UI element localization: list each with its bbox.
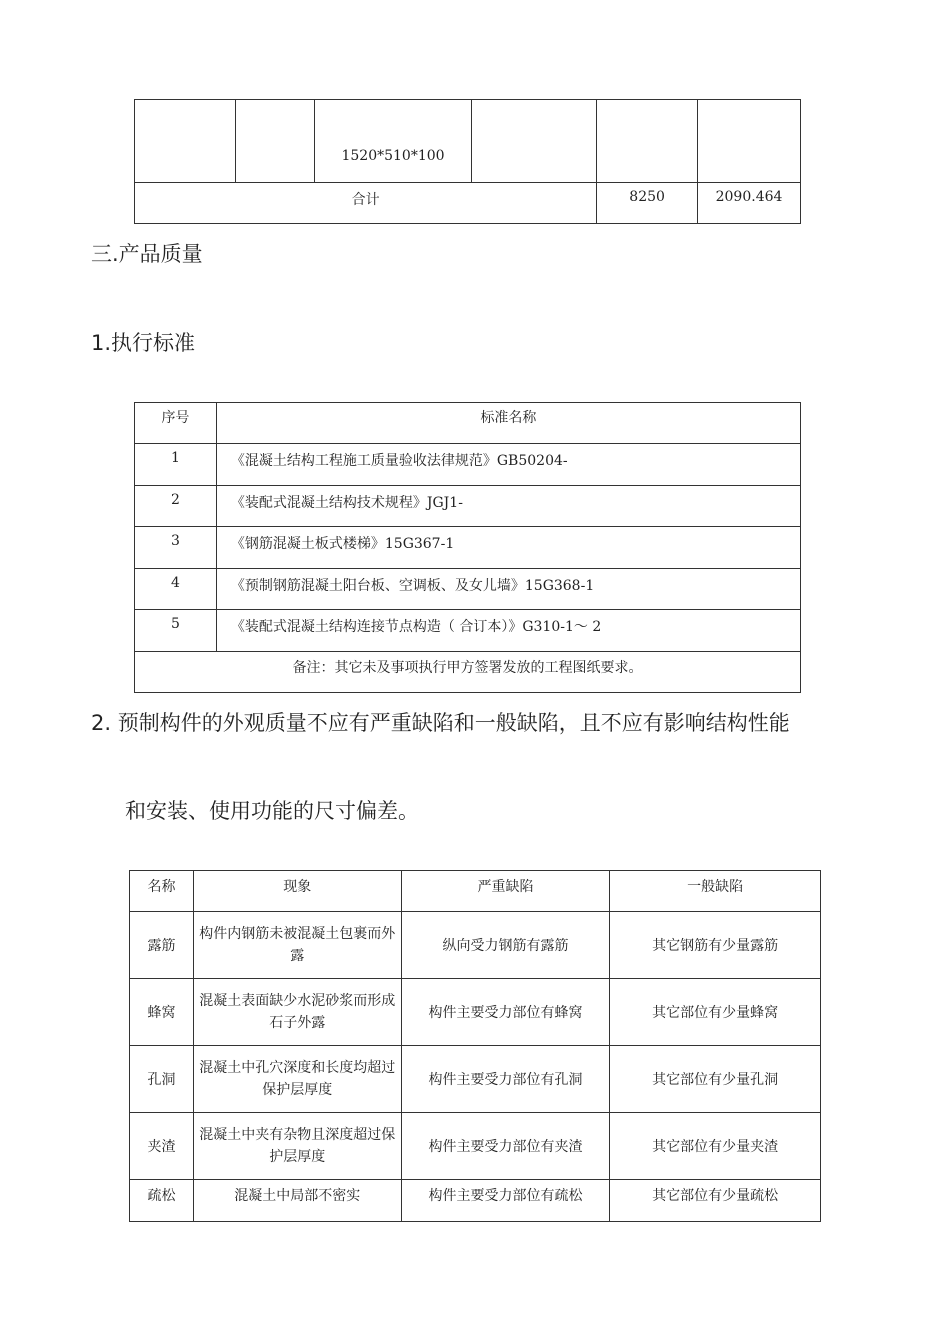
table-row [135,486,801,527]
defect-phenomenon: 混凝土表面缺少水泥砂浆而形成石子外露 [193,979,401,1046]
table-header-row [130,871,821,912]
defect-name: 露筋 [130,912,194,979]
row-name: 《预制钢筋混凝土阳台板、空调板、及女儿墙》15G368-1 [216,569,800,610]
table-row [135,100,801,183]
table-row [130,1113,821,1180]
table-row [135,569,801,610]
total-label: 合计 [135,183,597,224]
table-row [135,610,801,652]
total-qty: 8250 [597,183,698,224]
defect-phenomenon: 构件内钢筋未被混凝土包裹而外露 [193,912,401,979]
row-name: 《装配式混凝土结构连接节点构造（ 合订本）》G310-1～ 2 [216,610,800,652]
subsection-title: 1.执行标准 [91,331,196,355]
size-text: 1520*510*100 [341,148,445,164]
table-header-row [135,403,801,444]
empty-cell [135,100,236,183]
row-name: 《混凝土结构工程施工质量验收法律规范》GB50204- [216,444,800,486]
standards-table [134,402,801,693]
header-name: 名称 [130,871,194,912]
total-volume: 2090.464 [698,183,801,224]
row-name: 《钢筋混凝土板式楼梯》15G367-1 [216,527,800,569]
defect-serious: 纵向受力钢筋有露筋 [401,912,610,979]
defect-name: 夹渣 [130,1113,194,1180]
table-row [130,979,821,1046]
note-row [135,652,801,693]
paragraph-line-2: 和安装、使用功能的尺寸偏差。 [125,799,419,823]
defect-name: 疏松 [130,1180,194,1222]
total-row [135,183,801,224]
defect-serious: 构件主要受力部位有蜂窝 [401,979,610,1046]
section-title: 三.产品质量 [91,242,203,266]
empty-cell [698,100,801,183]
paragraph-line-1: 2. 预制构件的外观质量不应有严重缺陷和一般缺陷，且不应有影响结构性能 [91,711,790,735]
row-no: 3 [135,527,217,569]
defect-general: 其它部位有少量孔洞 [610,1046,821,1113]
header-name: 标准名称 [216,403,800,444]
defects-table [129,870,821,1222]
defect-general: 其它部位有少量蜂窝 [610,979,821,1046]
empty-cell [597,100,698,183]
row-name: 《装配式混凝土结构技术规程》JGJ1- [216,486,800,527]
size-cell [314,100,472,183]
header-serious: 严重缺陷 [401,871,610,912]
defect-phenomenon: 混凝土中孔穴深度和长度均超过保护层厚度 [193,1046,401,1113]
empty-cell [235,100,314,183]
row-no: 4 [135,569,217,610]
table-row [130,1180,821,1222]
table-row [130,912,821,979]
header-no: 序号 [135,403,217,444]
empty-cell [472,100,597,183]
row-no: 1 [135,444,217,486]
defect-serious: 构件主要受力部位有夹渣 [401,1113,610,1180]
row-no: 2 [135,486,217,527]
table-row [130,1046,821,1113]
table-note: 备注：其它未及事项执行甲方签署发放的工程图纸要求。 [135,652,801,693]
defect-serious: 构件主要受力部位有孔洞 [401,1046,610,1113]
defect-phenomenon: 混凝土中局部不密实 [193,1180,401,1222]
defect-name: 蜂窝 [130,979,194,1046]
row-no: 5 [135,610,217,652]
defect-serious: 构件主要受力部位有疏松 [401,1180,610,1222]
defect-general: 其它部位有少量疏松 [610,1180,821,1222]
defect-general: 其它钢筋有少量露筋 [610,912,821,979]
header-phenomenon: 现象 [193,871,401,912]
defect-name: 孔洞 [130,1046,194,1113]
defect-phenomenon: 混凝土中夹有杂物且深度超过保护层厚度 [193,1113,401,1180]
defect-general: 其它部位有少量夹渣 [610,1113,821,1180]
table-row [135,444,801,486]
quantity-table [134,99,801,224]
header-general: 一般缺陷 [610,871,821,912]
table-row [135,527,801,569]
